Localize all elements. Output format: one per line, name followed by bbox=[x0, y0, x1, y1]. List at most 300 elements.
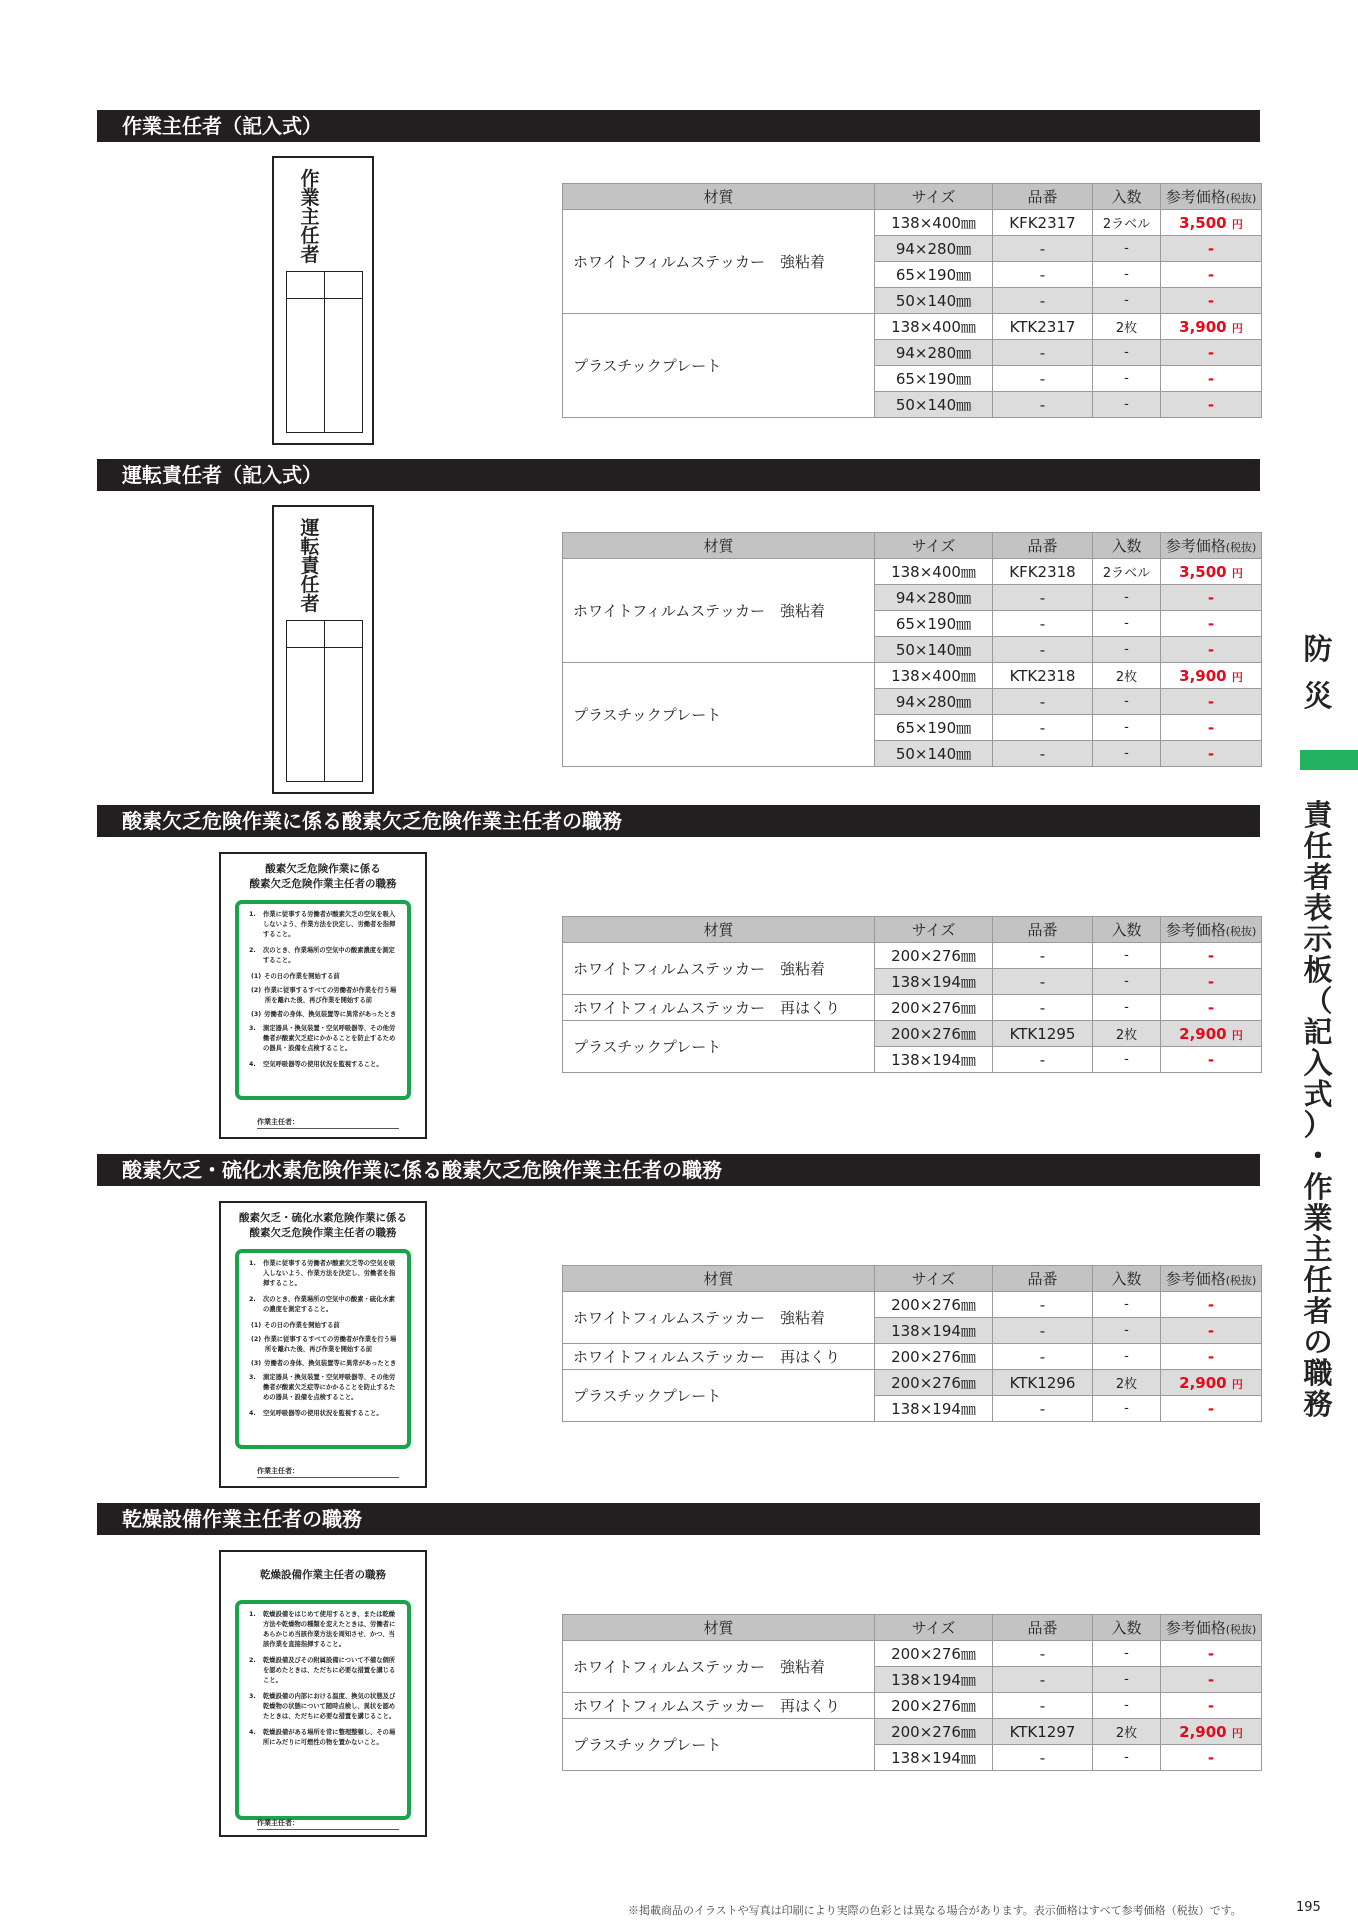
size-cell: 65×190㎜ bbox=[875, 262, 993, 288]
duty-item bbox=[247, 1259, 399, 1289]
qty-cell: 2枚 bbox=[1093, 1719, 1161, 1745]
price-table bbox=[562, 1614, 1262, 1771]
size-cell: 200×276㎜ bbox=[875, 995, 993, 1021]
sign-char: 者 bbox=[300, 593, 320, 615]
code-cell: - bbox=[993, 1396, 1093, 1422]
material-cell: ホワイトフィルムステッカー 再はくり bbox=[563, 1344, 875, 1370]
code-cell: - bbox=[993, 1641, 1093, 1667]
section-title: 運転責任者（記入式） bbox=[97, 459, 1260, 491]
price-cell bbox=[1161, 262, 1262, 288]
material-cell: プラスチックプレート bbox=[563, 1719, 875, 1771]
column-header-price-label: 参考価格 bbox=[1165, 921, 1226, 939]
duty-item bbox=[247, 1610, 399, 1650]
qty-cell: - bbox=[1093, 969, 1161, 995]
duty-item-number: 1. bbox=[249, 1260, 256, 1267]
duty-subitem-number: (1) bbox=[251, 973, 262, 980]
size-cell: 65×190㎜ bbox=[875, 366, 993, 392]
duty-item bbox=[247, 1656, 399, 1686]
table-header-row bbox=[563, 917, 1262, 943]
column-header-price-note: (税抜) bbox=[1225, 541, 1257, 554]
duty-subitem-number: (3) bbox=[251, 1360, 262, 1367]
duty-sign-title bbox=[221, 862, 425, 892]
price-cell bbox=[1161, 943, 1262, 969]
price-value: - bbox=[1207, 1644, 1215, 1663]
size-cell: 50×140㎜ bbox=[875, 392, 993, 418]
duty-item-text: 測定器具・換気装置・空気呼吸器等、その他労働者が酸素欠乏症にかかることを防止するための器具・設備を点検すること。 bbox=[263, 1025, 396, 1052]
duty-subitem bbox=[247, 1359, 399, 1369]
price-value: - bbox=[1207, 946, 1215, 965]
column-header-price-note: (税抜) bbox=[1225, 1623, 1257, 1636]
column-header-price-label: 参考価格 bbox=[1165, 188, 1226, 206]
column-header-code: 品番 bbox=[993, 1266, 1093, 1292]
price-value: - bbox=[1207, 640, 1215, 659]
duty-subitem-number: (3) bbox=[251, 1011, 262, 1018]
duty-item-text: 次のとき、作業場所の空気中の酸素濃度を測定すること。 bbox=[263, 947, 395, 964]
duty-sign-body bbox=[235, 1249, 411, 1449]
price-cell bbox=[1161, 1344, 1262, 1370]
price-value: - bbox=[1207, 395, 1215, 414]
qty-cell: 2枚 bbox=[1093, 1370, 1161, 1396]
code-cell: - bbox=[993, 715, 1093, 741]
duty-item-text: 測定器具・換気装置・空気呼吸器等、その他労働者が酸素欠乏症等にかかることを防止するための器具・設備を点検すること。 bbox=[263, 1374, 396, 1401]
price-value: - bbox=[1207, 718, 1215, 737]
column-header-size: サイズ bbox=[875, 917, 993, 943]
price-cell bbox=[1161, 611, 1262, 637]
price-cell bbox=[1161, 1693, 1262, 1719]
sign-entry-grid bbox=[286, 271, 363, 433]
duty-subitem bbox=[247, 1335, 399, 1355]
duty-item bbox=[247, 1692, 399, 1722]
duty-item-number: 3. bbox=[249, 1374, 256, 1381]
duty-sign-title-line: 酸素欠乏危険作業主任者の職務 bbox=[249, 1227, 397, 1239]
duty-subitem-text: 作業に従事するすべての労働者が作業を行う場所を離れた後、再び作業を開始する前 bbox=[264, 1336, 397, 1353]
material-cell: ホワイトフィルムステッカー 強粘着 bbox=[563, 1292, 875, 1344]
size-cell: 65×190㎜ bbox=[875, 715, 993, 741]
qty-cell: - bbox=[1093, 715, 1161, 741]
price-value: - bbox=[1207, 972, 1215, 991]
qty-cell: - bbox=[1093, 236, 1161, 262]
table-row bbox=[563, 1693, 1262, 1719]
duty-item-number: 3. bbox=[249, 1693, 256, 1700]
table-row bbox=[563, 559, 1262, 585]
duty-subitem-text: 労働者の身体、換気装置等に異常があったとき bbox=[264, 1011, 397, 1018]
qty-cell: - bbox=[1093, 1344, 1161, 1370]
duty-item-text: 乾燥設備をはじめて使用するとき、または乾燥方法や乾燥物の種類を変えたときは、労働者にあらかじめ当該作業方法を周知させ、かつ、当該作業を直接指揮すること。 bbox=[263, 1611, 396, 1648]
size-cell: 50×140㎜ bbox=[875, 288, 993, 314]
price-cell bbox=[1161, 741, 1262, 767]
price-value: - bbox=[1207, 692, 1215, 711]
column-header-qty: 入数 bbox=[1093, 917, 1161, 943]
qty-cell: - bbox=[1093, 262, 1161, 288]
sign-vertical-text bbox=[299, 519, 321, 614]
code-cell: KTK1296 bbox=[993, 1370, 1093, 1396]
code-cell: - bbox=[993, 741, 1093, 767]
price-value: - bbox=[1207, 588, 1215, 607]
code-cell: - bbox=[993, 585, 1093, 611]
material-cell: プラスチックプレート bbox=[563, 314, 875, 418]
sign-char: 運 bbox=[300, 517, 320, 539]
qty-cell: 2枚 bbox=[1093, 663, 1161, 689]
material-cell: プラスチックプレート bbox=[563, 663, 875, 767]
material-cell: プラスチックプレート bbox=[563, 1370, 875, 1422]
price-value: 2,900 bbox=[1179, 1024, 1227, 1043]
size-cell: 94×280㎜ bbox=[875, 340, 993, 366]
sign-illustration bbox=[272, 505, 374, 794]
duty-sign-title-line: 酸素欠乏・硫化水素危険作業に係る bbox=[239, 1212, 407, 1224]
table-row bbox=[563, 1370, 1262, 1396]
price-unit: 円 bbox=[1231, 566, 1243, 580]
column-header-price-note: (税抜) bbox=[1225, 192, 1257, 205]
size-cell: 138×194㎜ bbox=[875, 1047, 993, 1073]
section-title: 酸素欠乏・硫化水素危険作業に係る酸素欠乏危険作業主任者の職務 bbox=[97, 1154, 1260, 1186]
duty-item-number: 1. bbox=[249, 1611, 256, 1618]
duty-subitem bbox=[247, 972, 399, 982]
duty-item-number: 4. bbox=[249, 1729, 256, 1736]
price-value: - bbox=[1207, 1050, 1215, 1069]
price-unit: 円 bbox=[1231, 1377, 1243, 1391]
duty-subitem bbox=[247, 986, 399, 1006]
duty-item-number: 2. bbox=[249, 1296, 256, 1303]
price-value: - bbox=[1207, 614, 1215, 633]
price-cell bbox=[1161, 637, 1262, 663]
sign-char: 者 bbox=[300, 244, 320, 266]
side-index-char: 責 bbox=[1303, 798, 1333, 832]
size-cell: 200×276㎜ bbox=[875, 943, 993, 969]
price-value: 2,900 bbox=[1179, 1373, 1227, 1392]
duty-item-text: 乾燥設備及びその附属設備について不備な個所を認めたときは、ただちに必要な措置を講じること。 bbox=[263, 1657, 396, 1684]
sign-illustration bbox=[272, 156, 374, 445]
price-cell bbox=[1161, 340, 1262, 366]
size-cell: 138×194㎜ bbox=[875, 1745, 993, 1771]
column-header-price-label: 参考価格 bbox=[1165, 537, 1226, 555]
side-index-char: ） bbox=[1303, 1108, 1333, 1142]
price-table bbox=[562, 532, 1262, 767]
price-unit: 円 bbox=[1231, 321, 1243, 335]
price-cell bbox=[1161, 715, 1262, 741]
size-cell: 138×400㎜ bbox=[875, 210, 993, 236]
qty-cell: - bbox=[1093, 392, 1161, 418]
side-index-char: 入 bbox=[1303, 1046, 1333, 1080]
size-cell: 200×276㎜ bbox=[875, 1021, 993, 1047]
qty-cell: 2ラベル bbox=[1093, 210, 1161, 236]
qty-cell: - bbox=[1093, 943, 1161, 969]
duty-item-number: 4. bbox=[249, 1410, 256, 1417]
side-index-char: 板 bbox=[1303, 953, 1333, 987]
table-row bbox=[563, 1021, 1262, 1047]
price-cell bbox=[1161, 1745, 1262, 1771]
size-cell: 200×276㎜ bbox=[875, 1344, 993, 1370]
table-row bbox=[563, 1292, 1262, 1318]
duty-subitem-text: 労働者の身体、換気装置等に異常があったとき bbox=[264, 1360, 397, 1367]
column-header-qty: 入数 bbox=[1093, 184, 1161, 210]
code-cell: KTK2318 bbox=[993, 663, 1093, 689]
duty-item bbox=[247, 1409, 399, 1419]
qty-cell: - bbox=[1093, 689, 1161, 715]
duty-item bbox=[247, 1295, 399, 1315]
qty-cell: - bbox=[1093, 1292, 1161, 1318]
duty-sign-illustration bbox=[219, 1550, 427, 1837]
code-cell: - bbox=[993, 236, 1093, 262]
section-title: 作業主任者（記入式） bbox=[97, 110, 1260, 142]
duty-item-text: 空気呼吸器等の使用状況を監視すること。 bbox=[263, 1410, 383, 1417]
column-header-price bbox=[1161, 917, 1262, 943]
table-header-row bbox=[563, 1615, 1262, 1641]
side-index-char: の bbox=[1303, 1325, 1333, 1359]
price-value: - bbox=[1207, 1295, 1215, 1314]
code-cell: - bbox=[993, 1344, 1093, 1370]
code-cell: - bbox=[993, 288, 1093, 314]
column-header-price-note: (税抜) bbox=[1225, 1274, 1257, 1287]
price-cell bbox=[1161, 1719, 1262, 1745]
qty-cell: - bbox=[1093, 1745, 1161, 1771]
side-index-char: 業 bbox=[1303, 1201, 1333, 1235]
column-header-qty: 入数 bbox=[1093, 533, 1161, 559]
side-index-char: 職 bbox=[1303, 1356, 1333, 1390]
column-header-size: サイズ bbox=[875, 1615, 993, 1641]
price-unit: 円 bbox=[1231, 1028, 1243, 1042]
material-cell: ホワイトフィルムステッカー 強粘着 bbox=[563, 943, 875, 995]
code-cell: KFK2318 bbox=[993, 559, 1093, 585]
duty-item-number: 4. bbox=[249, 1061, 256, 1068]
material-cell: ホワイトフィルムステッカー 強粘着 bbox=[563, 210, 875, 314]
side-index-category bbox=[1301, 626, 1335, 720]
price-cell bbox=[1161, 995, 1262, 1021]
duty-subitem bbox=[247, 1321, 399, 1331]
duty-signature-line: 作業主任者： bbox=[257, 1117, 399, 1129]
price-value: 3,500 bbox=[1179, 213, 1227, 232]
qty-cell: - bbox=[1093, 1318, 1161, 1344]
size-cell: 94×280㎜ bbox=[875, 689, 993, 715]
code-cell: - bbox=[993, 340, 1093, 366]
qty-cell: - bbox=[1093, 741, 1161, 767]
column-header-price-label: 参考価格 bbox=[1165, 1619, 1226, 1637]
table-row bbox=[563, 210, 1262, 236]
duty-item bbox=[247, 1060, 399, 1070]
size-cell: 200×276㎜ bbox=[875, 1719, 993, 1745]
duty-item-number: 1. bbox=[249, 911, 256, 918]
column-header-material: 材質 bbox=[563, 917, 875, 943]
table-header-row bbox=[563, 184, 1262, 210]
duty-sign-title-line: 酸素欠乏危険作業に係る bbox=[265, 863, 381, 875]
column-header-code: 品番 bbox=[993, 184, 1093, 210]
price-cell bbox=[1161, 210, 1262, 236]
qty-cell: - bbox=[1093, 585, 1161, 611]
side-index-char: 主 bbox=[1303, 1232, 1333, 1266]
size-cell: 200×276㎜ bbox=[875, 1641, 993, 1667]
table-header-row bbox=[563, 533, 1262, 559]
price-value: - bbox=[1207, 1321, 1215, 1340]
material-cell: ホワイトフィルムステッカー 再はくり bbox=[563, 995, 875, 1021]
price-value: - bbox=[1207, 744, 1215, 763]
duty-sign-title-line: 酸素欠乏危険作業主任者の職務 bbox=[249, 878, 397, 890]
side-index-band bbox=[1300, 750, 1358, 770]
qty-cell: - bbox=[1093, 1641, 1161, 1667]
qty-cell: - bbox=[1093, 1047, 1161, 1073]
side-index-char: 示 bbox=[1303, 922, 1333, 956]
duty-item-text: 乾燥設備の内部における温度、換気の状態及び乾燥物の状態について随時点検し、異状を認めたときは、ただちに必要な措置を講じること。 bbox=[263, 1693, 396, 1720]
duty-subitem bbox=[247, 1010, 399, 1020]
code-cell: KTK1295 bbox=[993, 1021, 1093, 1047]
material-cell: ホワイトフィルムステッカー 強粘着 bbox=[563, 559, 875, 663]
duty-subitem-text: その日の作業を開始する前 bbox=[264, 973, 340, 980]
size-cell: 50×140㎜ bbox=[875, 741, 993, 767]
code-cell: - bbox=[993, 1318, 1093, 1344]
code-cell: KTK2317 bbox=[993, 314, 1093, 340]
code-cell: - bbox=[993, 611, 1093, 637]
price-cell bbox=[1161, 1318, 1262, 1344]
sign-char: 転 bbox=[300, 536, 320, 558]
qty-cell: - bbox=[1093, 288, 1161, 314]
price-value: 3,900 bbox=[1179, 666, 1227, 685]
qty-cell: - bbox=[1093, 366, 1161, 392]
size-cell: 138×194㎜ bbox=[875, 1396, 993, 1422]
code-cell: - bbox=[993, 943, 1093, 969]
column-header-code: 品番 bbox=[993, 1615, 1093, 1641]
table-row bbox=[563, 995, 1262, 1021]
code-cell: KFK2317 bbox=[993, 210, 1093, 236]
price-cell bbox=[1161, 1667, 1262, 1693]
column-header-qty: 入数 bbox=[1093, 1615, 1161, 1641]
size-cell: 94×280㎜ bbox=[875, 236, 993, 262]
price-cell bbox=[1161, 236, 1262, 262]
price-cell bbox=[1161, 969, 1262, 995]
size-cell: 138×400㎜ bbox=[875, 559, 993, 585]
price-value: - bbox=[1207, 343, 1215, 362]
size-cell: 50×140㎜ bbox=[875, 637, 993, 663]
price-value: - bbox=[1207, 1748, 1215, 1767]
code-cell: - bbox=[993, 1292, 1093, 1318]
price-value: - bbox=[1207, 1347, 1215, 1366]
code-cell: - bbox=[993, 392, 1093, 418]
code-cell: - bbox=[993, 969, 1093, 995]
side-index-char: 表 bbox=[1303, 891, 1333, 925]
table-row bbox=[563, 663, 1262, 689]
sign-char: 業 bbox=[300, 187, 320, 209]
duty-signature-line: 作業主任者： bbox=[257, 1818, 399, 1830]
qty-cell: - bbox=[1093, 1693, 1161, 1719]
page-number: 195 bbox=[1296, 1900, 1321, 1915]
duty-subitem-text: その日の作業を開始する前 bbox=[264, 1322, 340, 1329]
duty-item bbox=[247, 1373, 399, 1403]
price-cell bbox=[1161, 1396, 1262, 1422]
price-cell bbox=[1161, 1292, 1262, 1318]
price-cell bbox=[1161, 392, 1262, 418]
side-index-char: 務 bbox=[1303, 1387, 1333, 1421]
price-value: - bbox=[1207, 1696, 1215, 1715]
column-header-code: 品番 bbox=[993, 917, 1093, 943]
side-index-char: 任 bbox=[1303, 829, 1333, 863]
side-index-title bbox=[1301, 800, 1335, 1420]
price-value: - bbox=[1207, 1399, 1215, 1418]
price-cell bbox=[1161, 1021, 1262, 1047]
sign-char: 任 bbox=[300, 225, 320, 247]
duty-sign-body bbox=[235, 1600, 411, 1820]
code-cell: - bbox=[993, 1745, 1093, 1771]
qty-cell: - bbox=[1093, 1396, 1161, 1422]
size-cell: 138×194㎜ bbox=[875, 1318, 993, 1344]
price-value: - bbox=[1207, 998, 1215, 1017]
qty-cell: - bbox=[1093, 1667, 1161, 1693]
price-unit: 円 bbox=[1231, 217, 1243, 231]
code-cell: - bbox=[993, 1667, 1093, 1693]
size-cell: 200×276㎜ bbox=[875, 1693, 993, 1719]
qty-cell: 2ラベル bbox=[1093, 559, 1161, 585]
material-cell: プラスチックプレート bbox=[563, 1021, 875, 1073]
duty-subitem-number: (1) bbox=[251, 1322, 262, 1329]
price-table bbox=[562, 1265, 1262, 1422]
side-index-char: 任 bbox=[1303, 1263, 1333, 1297]
column-header-qty: 入数 bbox=[1093, 1266, 1161, 1292]
price-cell bbox=[1161, 559, 1262, 585]
size-cell: 200×276㎜ bbox=[875, 1370, 993, 1396]
size-cell: 138×400㎜ bbox=[875, 314, 993, 340]
side-index-char: 記 bbox=[1303, 1015, 1333, 1049]
price-cell bbox=[1161, 314, 1262, 340]
size-cell: 138×194㎜ bbox=[875, 1667, 993, 1693]
side-index-char: 式 bbox=[1303, 1077, 1333, 1111]
column-header-material: 材質 bbox=[563, 1266, 875, 1292]
duty-item-number: 2. bbox=[249, 1657, 256, 1664]
price-value: - bbox=[1207, 239, 1215, 258]
price-cell bbox=[1161, 663, 1262, 689]
column-header-price bbox=[1161, 1266, 1262, 1292]
qty-cell: - bbox=[1093, 340, 1161, 366]
duty-item-text: 作業に従事する労働者が酸素欠乏等の空気を吸入しないよう、作業方法を決定し、労働者を指揮すること。 bbox=[263, 1260, 396, 1287]
side-index-char: （ bbox=[1303, 984, 1333, 1018]
side-index-char: 災 bbox=[1303, 679, 1333, 713]
sign-char: 任 bbox=[300, 574, 320, 596]
size-cell: 200×276㎜ bbox=[875, 1292, 993, 1318]
duty-item-text: 作業に従事する労働者が酸素欠乏の空気を吸入しないよう、作業方法を決定し、労働者を指揮すること。 bbox=[263, 911, 396, 938]
duty-sign-illustration bbox=[219, 852, 427, 1139]
price-table bbox=[562, 183, 1262, 418]
code-cell: - bbox=[993, 1047, 1093, 1073]
duty-sign-title bbox=[221, 1211, 425, 1241]
table-row bbox=[563, 1344, 1262, 1370]
duty-signature-line: 作業主任者： bbox=[257, 1466, 399, 1478]
duty-sign-title bbox=[221, 1568, 425, 1583]
section-title: 酸素欠乏危険作業に係る酸素欠乏危険作業主任者の職務 bbox=[97, 805, 1260, 837]
duty-item bbox=[247, 1024, 399, 1054]
column-header-price bbox=[1161, 533, 1262, 559]
side-index-char: 者 bbox=[1303, 1294, 1333, 1328]
table-row bbox=[563, 1719, 1262, 1745]
price-table bbox=[562, 916, 1262, 1073]
duty-subitem-number: (2) bbox=[251, 1336, 262, 1343]
column-header-material: 材質 bbox=[563, 184, 875, 210]
table-row bbox=[563, 1641, 1262, 1667]
code-cell: - bbox=[993, 689, 1093, 715]
column-header-price-note: (税抜) bbox=[1225, 925, 1257, 938]
qty-cell: 2枚 bbox=[1093, 314, 1161, 340]
duty-item bbox=[247, 946, 399, 966]
side-index-char: 防 bbox=[1303, 632, 1333, 666]
size-cell: 138×400㎜ bbox=[875, 663, 993, 689]
column-header-price-label: 参考価格 bbox=[1165, 1270, 1226, 1288]
code-cell: - bbox=[993, 995, 1093, 1021]
duty-item-number: 2. bbox=[249, 947, 256, 954]
price-cell bbox=[1161, 1370, 1262, 1396]
price-value: 3,500 bbox=[1179, 562, 1227, 581]
column-header-material: 材質 bbox=[563, 533, 875, 559]
qty-cell: 2枚 bbox=[1093, 1021, 1161, 1047]
price-cell bbox=[1161, 585, 1262, 611]
column-header-price bbox=[1161, 1615, 1262, 1641]
column-header-size: サイズ bbox=[875, 1266, 993, 1292]
table-row bbox=[563, 314, 1262, 340]
side-index-char: 者 bbox=[1303, 860, 1333, 894]
section-title: 乾燥設備作業主任者の職務 bbox=[97, 1503, 1260, 1535]
